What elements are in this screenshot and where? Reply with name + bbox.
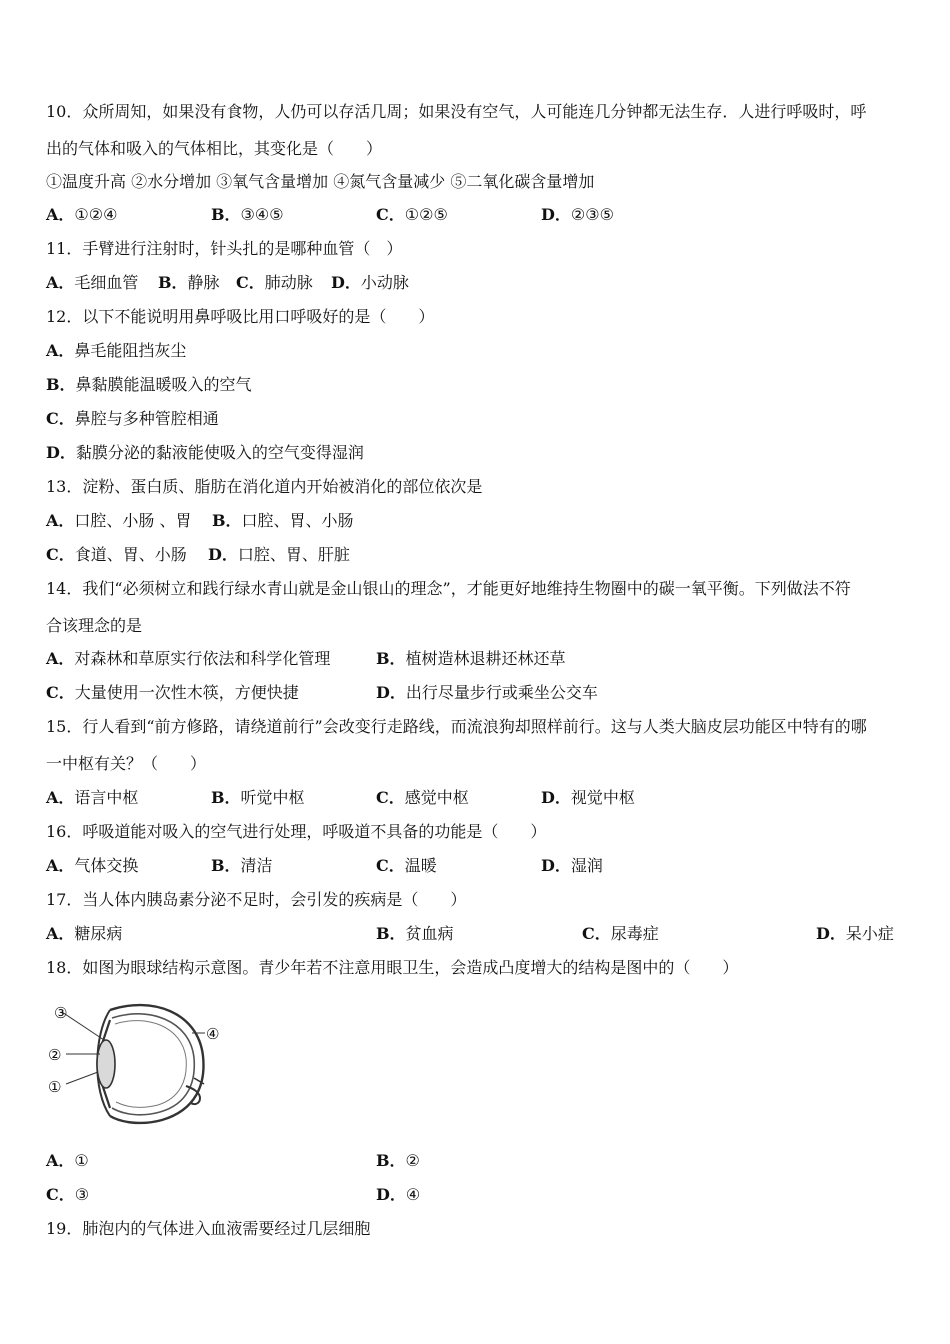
q16-stem: 16．呼吸道能对吸入的空气进行处理，呼吸道不具备的功能是（ ）: [46, 822, 547, 841]
q13-option-a[interactable]: [46, 510, 192, 532]
q17-option-d[interactable]: [816, 923, 894, 945]
q17-option-b[interactable]: [376, 923, 454, 945]
option-text: 鼻毛能阻挡灰尘: [74, 341, 187, 360]
q11-option-a[interactable]: [46, 272, 138, 294]
q11-option-c[interactable]: [236, 272, 313, 294]
q13-stem: 13．淀粉、蛋白质、脂肪在消化道内开始被消化的部位依次是: [46, 477, 483, 496]
option-label: C．: [376, 788, 405, 807]
option-text: 肺动脉: [264, 273, 313, 292]
q16-option-b[interactable]: [211, 855, 273, 877]
option-label: A．: [46, 205, 75, 224]
q12-option-d[interactable]: [46, 442, 364, 464]
option-text: 对森林和草原实行依法和科学化管理: [74, 649, 331, 668]
q14-stem-line-2: 合该理念的是: [46, 616, 143, 635]
q13-option-c[interactable]: [46, 544, 187, 566]
option-label: B．: [211, 788, 241, 807]
option-text: 小动脉: [360, 273, 409, 292]
q12-option-a[interactable]: [46, 340, 186, 362]
option-text: 湿润: [570, 856, 603, 875]
option-text: 大量使用一次性木筷，方便快捷: [74, 683, 299, 702]
option-text: 鼻黏膜能温暖吸入的空气: [75, 375, 252, 394]
q18-option-a[interactable]: [46, 1150, 89, 1172]
q10-stem-line-1: 10．众所周知，如果没有食物，人仍可以存活几周；如果没有空气，人可能连几分钟都无法生存．人进行呼吸时，呼: [46, 102, 867, 121]
option-label: C．: [236, 273, 265, 292]
q15-option-a[interactable]: [46, 787, 138, 809]
option-text: ④: [405, 1185, 421, 1204]
q19-stem: 19．肺泡内的气体进入血液需要经过几层细胞: [46, 1219, 371, 1238]
q13-option-b[interactable]: [212, 510, 354, 532]
q11-option-b[interactable]: [158, 272, 220, 294]
option-label: B．: [211, 856, 241, 875]
option-text: 植树造林退耕还林还草: [405, 649, 566, 668]
option-text: 毛细血管: [74, 273, 139, 292]
eyeball-diagram: [40, 998, 240, 1128]
option-label: B．: [376, 1151, 406, 1170]
q18-option-d[interactable]: [376, 1184, 420, 1206]
figure-label-4: ④: [206, 1025, 220, 1043]
q15-option-b[interactable]: [211, 787, 305, 809]
option-label: C．: [376, 856, 405, 875]
option-text: ③: [74, 1185, 90, 1204]
q15-option-c[interactable]: [376, 787, 469, 809]
option-text: 鼻腔与多种管腔相通: [74, 409, 219, 428]
q18-stem: 18．如图为眼球结构示意图。青少年若不注意用眼卫生，会造成凸度增大的结构是图中的（ ）: [46, 958, 739, 977]
option-label: D．: [541, 856, 571, 875]
option-label: D．: [541, 205, 571, 224]
option-label: C．: [46, 683, 75, 702]
option-label: C．: [46, 1185, 75, 1204]
q10-items: ①温度升高 ②水分增加 ③氧气含量增加 ④氮气含量减少 ⑤二氧化碳含量增加: [46, 172, 595, 191]
option-label: D．: [816, 924, 846, 943]
q10-option-a[interactable]: [46, 204, 117, 226]
option-label: A．: [46, 341, 75, 360]
q16-option-d[interactable]: [541, 855, 603, 877]
option-text: 口腔、小肠 、胃: [74, 511, 192, 530]
option-label: A．: [46, 788, 75, 807]
option-label: B．: [211, 205, 241, 224]
option-text: 听觉中枢: [240, 788, 305, 807]
q18-option-b[interactable]: [376, 1150, 420, 1172]
option-text: 糖尿病: [74, 924, 123, 943]
option-text: ①②⑤: [404, 205, 448, 224]
option-text: 气体交换: [74, 856, 139, 875]
q14-option-d[interactable]: [376, 682, 598, 704]
option-text: 尿毒症: [610, 924, 659, 943]
q12-stem: 12．以下不能说明用鼻呼吸比用口呼吸好的是（ ）: [46, 307, 435, 326]
option-text: 贫血病: [405, 924, 454, 943]
q14-option-b[interactable]: [376, 648, 566, 670]
q10-option-b[interactable]: [211, 204, 284, 226]
q15-stem-line-2: 一中枢有关？（ ）: [46, 754, 207, 773]
q17-option-c[interactable]: [582, 923, 659, 945]
q11-stem: 11．手臂进行注射时，针头扎的是哪种血管（ ）: [46, 239, 403, 258]
option-text: ①: [74, 1151, 89, 1170]
option-text: 语言中枢: [74, 788, 139, 807]
option-label: A．: [46, 273, 75, 292]
option-label: D．: [376, 683, 406, 702]
option-label: B．: [158, 273, 188, 292]
option-label: A．: [46, 511, 75, 530]
q14-option-a[interactable]: [46, 648, 330, 670]
option-text: 食道、胃、小肠: [74, 545, 187, 564]
option-label: C．: [582, 924, 611, 943]
q17-option-a[interactable]: [46, 923, 122, 945]
figure-label-3: ③: [54, 1004, 68, 1022]
option-text: ①②④: [74, 205, 118, 224]
q14-option-c[interactable]: [46, 682, 299, 704]
figure-label-2: ②: [48, 1046, 62, 1064]
q15-stem-line-1: 15．行人看到“前方修路，请绕道前行”会改变行走路线，而流浪狗却照样前行。这与人类大脑皮层功能区中特有的哪: [46, 717, 867, 736]
option-label: D．: [46, 443, 76, 462]
q12-option-b[interactable]: [46, 374, 252, 396]
option-label: B．: [212, 511, 242, 530]
option-label: C．: [46, 409, 75, 428]
option-label: D．: [376, 1185, 406, 1204]
q16-option-a[interactable]: [46, 855, 138, 877]
option-label: B．: [46, 375, 76, 394]
option-text: 温暖: [404, 856, 437, 875]
q14-stem-line-1: 14．我们“必须树立和践行绿水青山就是金山银山的理念”，才能更好地维持生物圈中的碳一氧平衡。下列做法不符: [46, 579, 851, 598]
option-label: D．: [331, 273, 361, 292]
option-label: A．: [46, 924, 75, 943]
q10-option-d[interactable]: [541, 204, 614, 226]
option-text: ③④⑤: [240, 205, 284, 224]
option-label: C．: [376, 205, 405, 224]
option-text: 口腔、胃、肝脏: [237, 545, 350, 564]
q12-option-c[interactable]: [46, 408, 219, 430]
option-text: ②③⑤: [570, 205, 614, 224]
option-label: C．: [46, 545, 75, 564]
option-label: A．: [46, 649, 75, 668]
q16-option-c[interactable]: [376, 855, 437, 877]
q10-stem-line-2: 出的气体和吸入的气体相比，其变化是（ ）: [46, 139, 383, 158]
option-text: 静脉: [187, 273, 220, 292]
option-label: D．: [541, 788, 571, 807]
option-text: 感觉中枢: [404, 788, 469, 807]
option-text: 呆小症: [845, 924, 894, 943]
option-label: B．: [376, 649, 406, 668]
q10-option-c[interactable]: [376, 204, 448, 226]
option-label: A．: [46, 856, 75, 875]
option-label: B．: [376, 924, 406, 943]
q18-option-c[interactable]: [46, 1184, 89, 1206]
option-text: 视觉中枢: [570, 788, 635, 807]
option-text: 黏膜分泌的黏液能使吸入的空气变得湿润: [75, 443, 364, 462]
option-label: D．: [208, 545, 238, 564]
option-label: A．: [46, 1151, 75, 1170]
q15-option-d[interactable]: [541, 787, 635, 809]
option-text: 清洁: [240, 856, 273, 875]
q11-option-d[interactable]: [331, 272, 409, 294]
q17-stem: 17．当人体内胰岛素分泌不足时，会引发的疾病是（ ）: [46, 890, 467, 909]
option-text: 口腔、胃、小肠: [241, 511, 354, 530]
option-text: ②: [405, 1151, 420, 1170]
q13-option-d[interactable]: [208, 544, 350, 566]
figure-label-1: ①: [48, 1078, 62, 1096]
option-text: 出行尽量步行或乘坐公交车: [405, 683, 598, 702]
